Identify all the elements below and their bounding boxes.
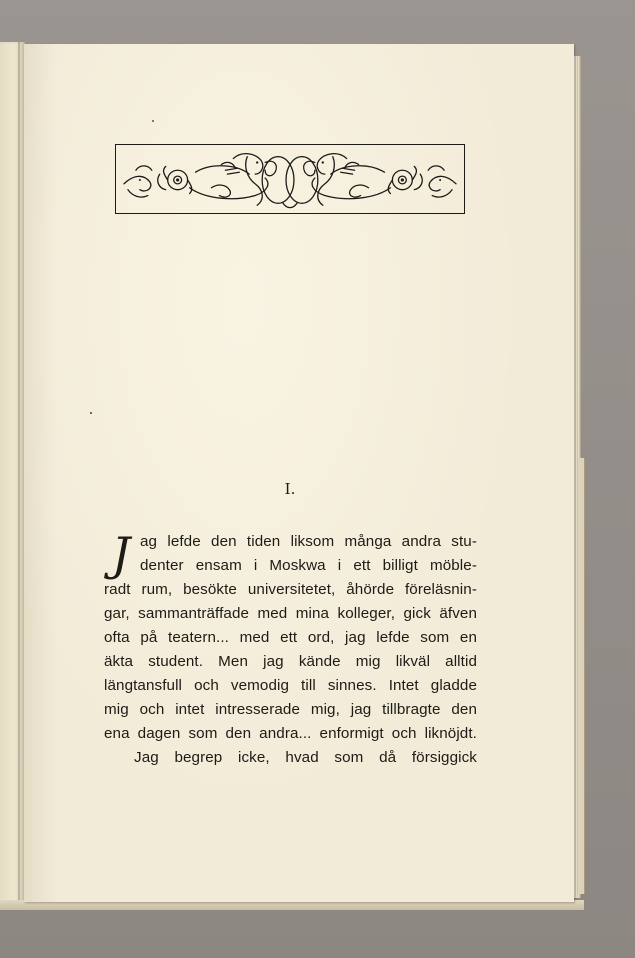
page-fold (18, 42, 20, 908)
ink-speck (90, 412, 92, 414)
svg-text:J: J (111, 530, 131, 580)
text-line: denter ensam i Moskwa i ett billigt möble- (140, 557, 477, 574)
text-line: radt rum, besökte universitetet, åhörde föreläsnin- (104, 581, 477, 598)
text-line: gar, sammanträffade med mina kolleger, gick äfven (104, 605, 477, 622)
text-line: längtansfull och vemodig till sinnes. Intet gladde (104, 677, 477, 694)
ornamental-headpiece (115, 144, 465, 214)
text-line: ofta på teatern... med ett ord, jag lefde som en (104, 629, 477, 646)
drop-cap (104, 530, 138, 578)
text-line: Jag begrep icke, hvad som då försiggick (134, 749, 477, 766)
drop-cap-j-icon (104, 530, 138, 580)
text-line: ag lefde den tiden liksom många andra stu- (140, 533, 477, 550)
text-line: mig och intet intresserade mig, jag tillbragte den (104, 701, 477, 718)
previous-page-edge (0, 42, 25, 908)
text-line: äkta student. Men jag kände mig likväl alltid (104, 653, 477, 670)
text-line: ena dagen som den andra... enformigt och liknöjdt. (104, 725, 477, 742)
page-stack-edge-lower (578, 458, 585, 894)
ink-speck (152, 120, 154, 122)
chapter-number: I. (284, 480, 296, 498)
ornament-icon (116, 145, 464, 213)
